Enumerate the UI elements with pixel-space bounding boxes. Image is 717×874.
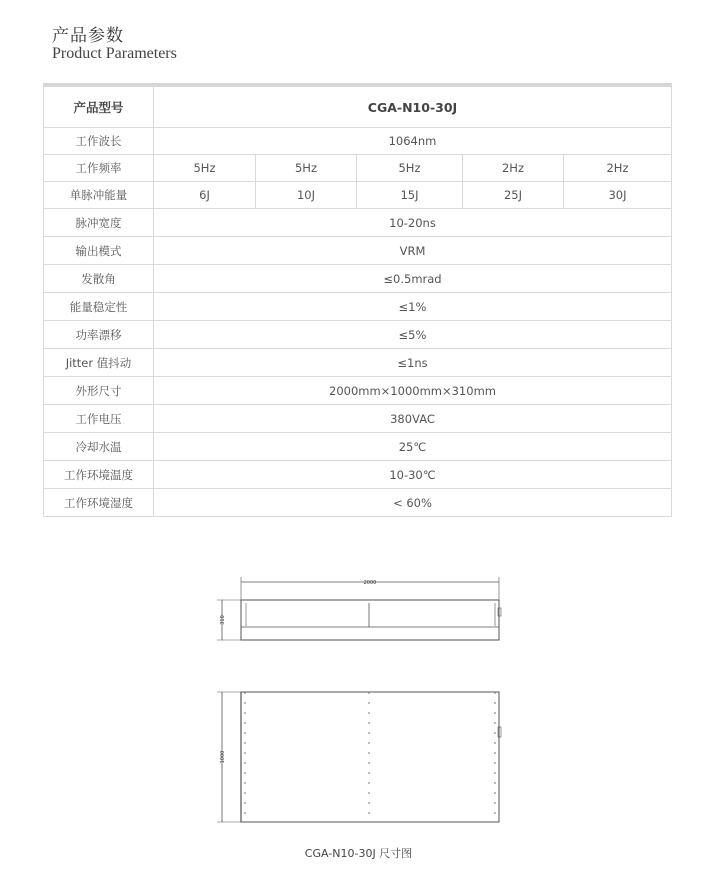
row-label: 发散角 — [44, 265, 154, 293]
row-label: 外形尺寸 — [44, 377, 154, 405]
row-label: 脉冲宽度 — [44, 209, 154, 237]
pulse-energy-value: 25J — [463, 182, 564, 209]
height-dimension-label: 310 — [220, 615, 226, 625]
row-value: ≤1% — [154, 293, 672, 321]
row-value: VRM — [154, 237, 672, 265]
frequency-value: 2Hz — [564, 155, 672, 182]
frequency-value: 5Hz — [154, 155, 256, 182]
pulse-energy-label: 单脉冲能量 — [44, 182, 154, 209]
pulse-energy-value: 30J — [564, 182, 672, 209]
model-value: CGA-N10-30J — [154, 85, 672, 128]
model-label: 产品型号 — [44, 85, 154, 128]
row-label: 工作环境湿度 — [44, 489, 154, 517]
top-view — [217, 692, 501, 822]
row-value: 10-20ns — [154, 209, 672, 237]
frequency-value: 2Hz — [463, 155, 564, 182]
row-label: 输出模式 — [44, 237, 154, 265]
section-title-cn: 产品参数 — [52, 26, 124, 46]
drawing-caption: CGA-N10-30J 尺寸图 — [304, 847, 413, 860]
front-view — [217, 577, 501, 640]
row-label: 功率漂移 — [44, 321, 154, 349]
pulse-energy-value: 6J — [154, 182, 256, 209]
row-value: 25℃ — [154, 433, 672, 461]
row-label: 工作电压 — [44, 405, 154, 433]
wavelength-value: 1064nm — [154, 128, 672, 155]
row-label: 工作环境温度 — [44, 461, 154, 489]
frequency-label: 工作频率 — [44, 155, 154, 182]
pulse-energy-value: 15J — [357, 182, 463, 209]
row-label: 能量稳定性 — [44, 293, 154, 321]
row-value: 2000mm×1000mm×310mm — [154, 377, 672, 405]
pulse-energy-value: 10J — [256, 182, 357, 209]
row-value: ≤1ns — [154, 349, 672, 377]
row-value: 380VAC — [154, 405, 672, 433]
row-value: 10-30℃ — [154, 461, 672, 489]
wavelength-label: 工作波长 — [44, 128, 154, 155]
row-value: ≤0.5mrad — [154, 265, 672, 293]
depth-dimension-label: 1000 — [220, 750, 226, 764]
width-dimension-label: 2000 — [363, 580, 377, 586]
frequency-value: 5Hz — [256, 155, 357, 182]
row-label: Jitter 值抖动 — [44, 349, 154, 377]
frequency-value: 5Hz — [357, 155, 463, 182]
row-value: < 60% — [154, 489, 672, 517]
section-title-en: Product Parameters — [52, 45, 177, 62]
row-label: 冷却水温 — [44, 433, 154, 461]
row-value: ≤5% — [154, 321, 672, 349]
